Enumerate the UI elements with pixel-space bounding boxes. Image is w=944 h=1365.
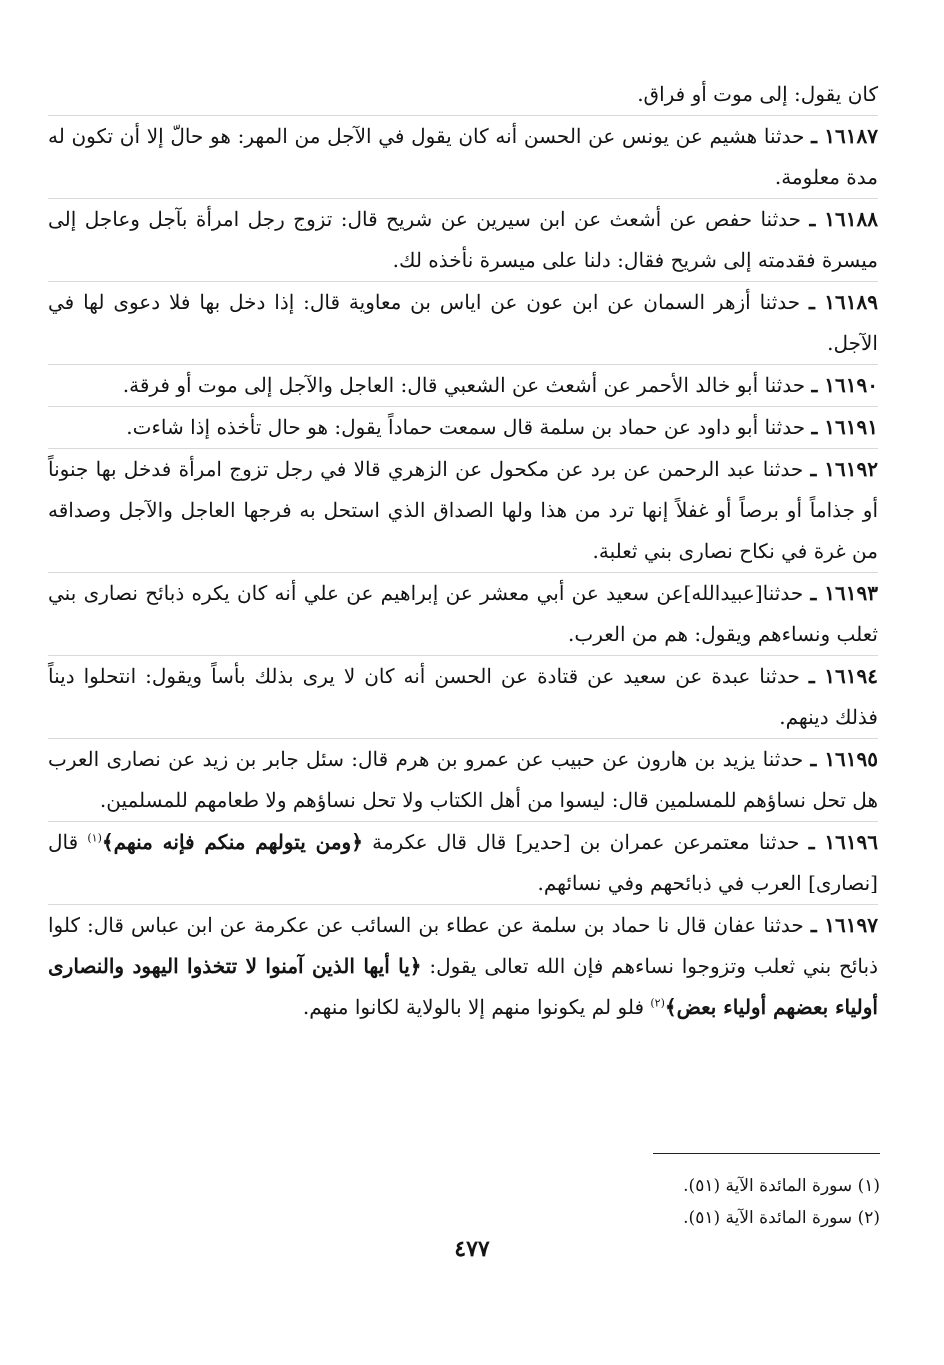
footnote-marker: (٢) [650,996,665,1010]
hadith-text: حدثنا عبد الرحمن عن برد عن مكحول عن الزهري قالا في رجل تزوج امرأة فدخل بها جنوناً أو جذاماً أو برصاً أو غفلاً إنها ترد من هذا ولها الصداق الذي استحل به فرجها العاجل والآجل وصداقه من غرة في نكاح نصارى بني ثعلبة. [48,457,878,563]
hadith-16190 [48,364,878,406]
footnote-1: (١) سورة المائدة الآية (٥١). [683,1176,880,1196]
footnotes [560,1170,880,1234]
hadith-16195 [48,738,878,821]
hadith-text: حدثنا[عبيدالله]عن سعيد عن أبي معشر عن إبراهيم عن علي أنه كان يكره ذبائح نصارى بني ثعلب ونساءهم ويقول: هم من العرب. [48,581,878,646]
hadith-16191 [48,406,878,448]
hadith-text-tail: فلو لم يكونوا منهم إلا بالولاية لكانوا منهم. [302,995,645,1019]
hadith-16197 [48,904,878,1028]
footnote-marker: (١) [87,831,102,845]
footnote-divider [653,1153,880,1154]
hadith-16193 [48,572,878,655]
hadith-16192 [48,448,878,572]
hadith-number: ١٦١٩٦ ـ [808,830,879,854]
quran-quote: ﴿يا أيها الذين آمنوا لا تتخذوا اليهود والنصارى أولياء بعضهم أولياء بعض﴾ [48,954,878,1019]
hadith-text: حدثنا عبدة عن سعيد عن قتادة عن الحسن أنه كان لا يرى بذلك بأساً ويقول: انتحلوا ديناً فذلك دينهم. [48,664,878,729]
hadith-text-tail: قال [نصارى] العرب في ذبائحهم وفي نسائهم. [48,830,878,895]
hadith-text: حدثنا أبو داود عن حماد بن سلمة قال سمعت حماداً يقول: هو حال تأخذه إذا شاءت. [126,415,806,439]
hadith-number: ١٦١٩٣ ـ [810,581,878,605]
hadith-text: حدثنا أزهر السمان عن ابن عون عن اياس بن معاوية قال: إذا دخل بها فلا دعوى لها في الآجل. [48,290,878,355]
quran-quote: ﴿ومن يتولهم منكم فإنه منهم﴾ [101,830,363,854]
hadith-text: حدثنا معتمرعن عمران بن [حدير] قال قال عكرمة [372,830,800,854]
hadith-text: حدثنا يزيد بن هارون عن حبيب عن عمرو بن هرم قال: سئل جابر بن زيد عن نصارى العرب هل تحل نساؤهم للمسلمين قال: ليسوا من أهل الكتاب ولا تحل نساؤهم ولا طعامهم للمسلمين. [48,747,878,812]
hadith-number: ١٦١٩٧ ـ [810,913,878,937]
paragraph-text: كان يقول: إلى موت أو فراق. [637,82,878,106]
hadith-number: ١٦١٩٠ ـ [811,373,878,397]
hadith-number: ١٦١٨٨ ـ [809,207,879,231]
hadith-16196 [48,821,878,904]
hadith-16189 [48,281,878,364]
hadith-16188 [48,198,878,281]
hadith-number: ١٦١٩٢ ـ [810,457,878,481]
footnote-2: (٢) سورة المائدة الآية (٥١). [683,1208,880,1228]
paragraph-continuation [48,74,878,115]
hadith-text: حدثنا حفص عن أشعث عن ابن سيرين عن شريح قال: تزوج رجل امرأة بآجل وعاجل إلى ميسرة فقدمته إلى شريح فقال: دلنا على ميسرة نأخذه لك. [48,207,878,272]
hadith-text: حدثنا هشيم عن يونس عن الحسن أنه كان يقول في الآجل من المهر: هو حالّ إلا أن تكون له مدة معلومة. [48,124,878,189]
hadith-number: ١٦١٨٩ ـ [808,290,878,314]
hadith-16194 [48,655,878,738]
page-number: ٤٧٧ [454,1236,490,1262]
hadith-number: ١٦١٩٤ ـ [808,664,879,688]
page-body [48,74,878,1028]
hadith-number: ١٦١٩٥ ـ [810,747,879,771]
hadith-text: حدثنا أبو خالد الأحمر عن أشعث عن الشعبي قال: العاجل والآجل إلى موت أو فرقة. [122,373,806,397]
hadith-number: ١٦١٩١ ـ [811,415,878,439]
hadith-text: حدثنا عفان قال نا حماد بن سلمة عن عطاء بن السائب عن عكرمة عن ابن عباس قال: كلوا ذبائح بني ثعلب وتزوجوا نساءهم فإن الله تعالى يقول: [48,913,879,978]
hadith-16187 [48,115,878,198]
hadith-number: ١٦١٨٧ ـ [811,124,879,148]
